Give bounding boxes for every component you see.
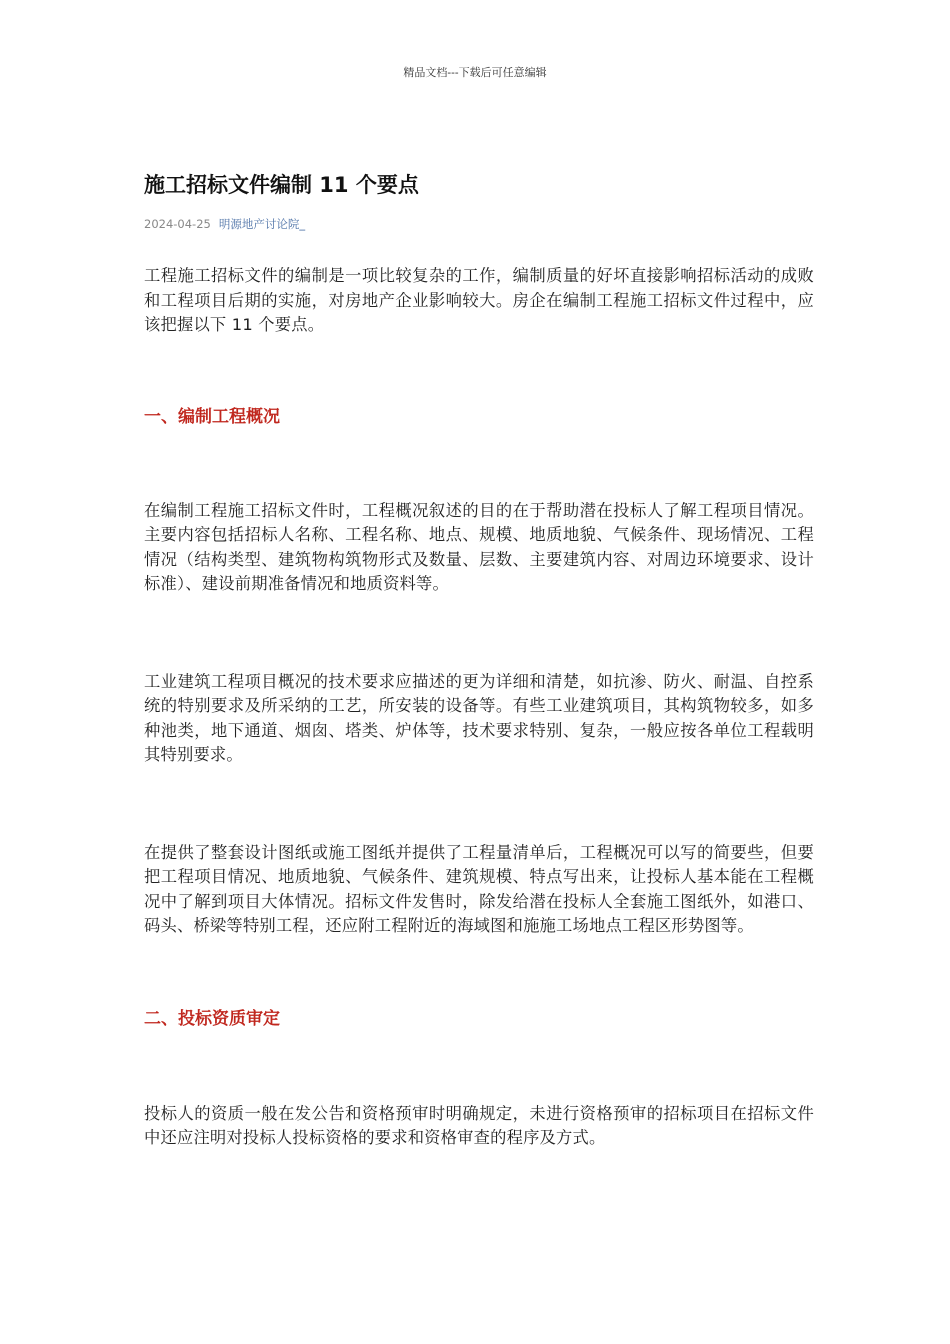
- section-heading-1: 一、编制工程概况: [144, 406, 280, 427]
- section-2-paragraph-1: 投标人的资质一般在发公告和资格预审时明确规定，未进行资格预审的招标项目在招标文件中还应注明对投标人投标资格的要求和资格审查的程序及方式。: [144, 1103, 814, 1147]
- article-date: 2024-04-25: [144, 217, 211, 231]
- article-title: 施工招标文件编制 11 个要点: [144, 173, 419, 197]
- section-1-paragraph-3: 在提供了整套设计图纸或施工图纸并提供了工程量清单后，工程概况可以写的简要些，但要把工程项目情况、地质地貌、气候条件、建筑规模、特点写出来，让投标人基本能在工程概况中了解到项目大体情况。招标文件发售时，除发给潜在投标人全套施工图纸外，如港口、码头、桥梁等特别工程，还应附工程附近的海域图和施施工场地点工程区形势图等。: [144, 842, 814, 935]
- section-1-paragraph-2: 工业建筑工程项目概况的技术要求应描述的更为详细和清楚，如抗渗、防火、耐温、自控系统的特别要求及所采纳的工艺，所安装的设备等。有些工业建筑项目，其构筑物较多，如多种池类，地下通道、烟囱、塔类、炉体等，技术要求特别、复杂，一般应按各单位工程载明其特别要求。: [144, 671, 814, 764]
- article-meta: [144, 215, 814, 233]
- section-1-paragraph-1: 在编制工程施工招标文件时，工程概况叙述的目的在于帮助潜在投标人了解工程项目情况。主要内容包括招标人名称、工程名称、地点、规模、地质地貌、气候条件、现场情况、工程情况（结构类型、建筑物构筑物形式及数量、层数、主要建筑内容、对周边环境要求、设计标准）、建设前期准备情况和地质资料等。: [144, 500, 814, 593]
- intro-paragraph: 工程施工招标文件的编制是一项比较复杂的工作，编制质量的好坏直接影响招标活动的成败和工程项目后期的实施，对房地产企业影响较大。房企在编制工程施工招标文件过程中，应该把握以下 11 个要点。: [144, 266, 814, 334]
- page-header-watermark: 精品文档---下载后可任意编辑: [403, 66, 547, 79]
- article: [144, 168, 814, 1151]
- article-author-link[interactable]: 明源地产讨论院_: [218, 217, 306, 231]
- section-heading-2: 二、投标资质审定: [144, 1008, 280, 1029]
